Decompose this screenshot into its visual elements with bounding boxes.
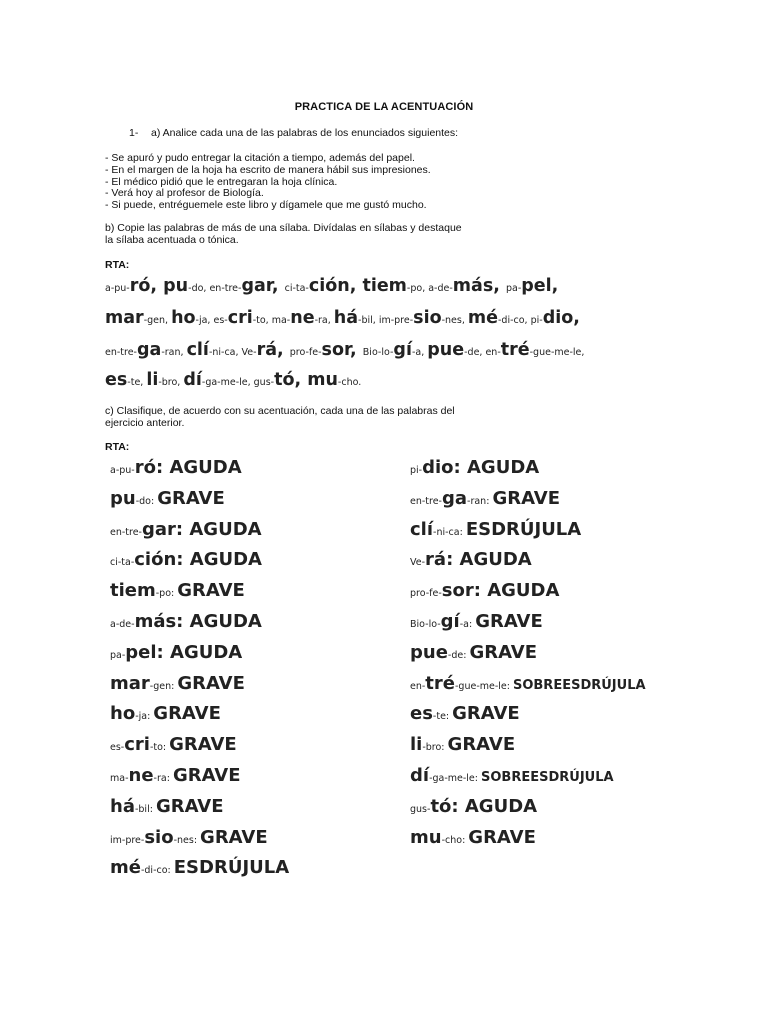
- classification-label: GRAVE: [475, 611, 543, 632]
- stressed-syllable: pue: [410, 641, 448, 663]
- classification-label: GRAVE: [177, 672, 245, 694]
- stressed-syllable: ga: [137, 340, 162, 360]
- sentence-line: - Se apuró y pudo entregar la citación a tiempo, además del papel.: [105, 152, 415, 164]
- classification-label: SOBREESDRÚJULA: [481, 770, 614, 785]
- stressed-syllable: gí: [393, 340, 412, 360]
- part-b-instruction: la sílaba acentuada o tónica.: [105, 234, 239, 246]
- stressed-syllable: ró,: [129, 276, 164, 296]
- stressed-syllable: es: [410, 703, 433, 725]
- unstressed-syllables: Ve-: [410, 557, 426, 569]
- classification-entry: [410, 765, 614, 786]
- unstressed-syllables: -a,: [411, 347, 428, 358]
- unstressed-syllables: en-: [410, 680, 426, 692]
- unstressed-syllables: gus-: [410, 803, 431, 815]
- unstressed-syllables: -di-co:: [140, 865, 174, 877]
- stressed-syllable: clí: [410, 518, 434, 540]
- syllable-line: [105, 308, 580, 328]
- stressed-syllable: sor,: [321, 340, 363, 360]
- stressed-syllable: gí: [440, 611, 460, 632]
- unstressed-syllables: -ga-me-le:: [429, 773, 482, 784]
- unstressed-syllables: -ni-ca:: [433, 526, 466, 538]
- classification-entry: [110, 734, 237, 755]
- classification-entry: [410, 611, 543, 632]
- classification-label: GRAVE: [452, 703, 520, 725]
- question-text: a) Analice cada una de las palabras de los enunciados siguientes:: [151, 127, 459, 139]
- unstressed-syllables: -ra,: [314, 315, 334, 326]
- stressed-syllable: pue: [427, 340, 465, 360]
- sentence-line: - El médico pidió que le entregaran la hoja clínica.: [105, 176, 338, 188]
- unstressed-syllables: -do:: [135, 495, 158, 507]
- classification-label: AGUDA: [189, 518, 262, 540]
- classification-label: AGUDA: [170, 641, 243, 663]
- unstressed-syllables: -ran,: [161, 347, 187, 358]
- unstressed-syllables: a-pu-: [105, 283, 130, 294]
- stressed-syllable: há: [333, 308, 359, 328]
- classification-label: AGUDA: [467, 457, 540, 478]
- unstressed-syllables: en-tre-: [110, 526, 142, 538]
- classification-label: GRAVE: [155, 795, 224, 817]
- classification-entry: [410, 457, 539, 478]
- stressed-syllable: dí: [410, 765, 430, 786]
- stressed-syllable: tré: [425, 672, 455, 694]
- unstressed-syllables: es-: [110, 742, 125, 754]
- classification-entry: [410, 703, 520, 724]
- classification-entry: [410, 734, 515, 755]
- document-title: PRACTICA DE LA ACENTUACIÓN: [294, 101, 474, 113]
- classification-entry: [110, 857, 289, 878]
- classification-entry: [110, 488, 225, 509]
- classification-label: ESDRÚJULA: [173, 857, 290, 879]
- stressed-syllable: rá:: [425, 549, 460, 571]
- unstressed-syllables: -di-co, pi-: [498, 315, 543, 326]
- stressed-syllable: pu: [110, 487, 136, 509]
- stressed-syllable: cri: [124, 734, 150, 756]
- stressed-syllable: es: [105, 370, 128, 390]
- unstressed-syllables: -cho:: [441, 834, 469, 846]
- classification-label: GRAVE: [153, 703, 221, 725]
- unstressed-syllables: -ja, es-: [195, 315, 228, 326]
- unstressed-syllables: -nes,: [441, 315, 468, 326]
- unstressed-syllables: -nes:: [173, 834, 201, 846]
- classification-entry: [410, 673, 646, 694]
- stressed-syllable: rá,: [256, 340, 290, 360]
- unstressed-syllables: -gue-me-le,: [529, 347, 585, 358]
- syllable-line: [105, 340, 584, 360]
- unstressed-syllables: -gue-me-le:: [455, 680, 513, 692]
- question-number: 1-: [129, 127, 139, 139]
- classification-entry: [110, 457, 242, 478]
- classification-entry: [410, 827, 536, 848]
- sentence-line: - En el margen de la hoja ha escrito de manera hábil sus impresiones.: [105, 164, 431, 176]
- unstressed-syllables: -gen,: [143, 315, 172, 326]
- stressed-syllable: mu: [410, 826, 442, 848]
- unstressed-syllables: -to, ma-: [252, 315, 291, 326]
- unstressed-syllables: -ga-me-le, gus-: [201, 377, 275, 388]
- stressed-syllable: mar: [105, 308, 144, 328]
- unstressed-syllables: -de:: [447, 649, 470, 661]
- unstressed-syllables: ci-ta-: [110, 557, 135, 569]
- classification-label: GRAVE: [200, 826, 268, 848]
- unstressed-syllables: ma-: [110, 773, 129, 784]
- stressed-syllable: ne: [290, 308, 315, 328]
- classification-label: AGUDA: [459, 549, 532, 571]
- unstressed-syllables: a-de-: [110, 619, 135, 630]
- classification-entry: [110, 519, 262, 540]
- classification-label: GRAVE: [169, 734, 237, 756]
- classification-entry: [110, 703, 221, 724]
- stressed-syllable: sio: [144, 826, 174, 848]
- classification-label: GRAVE: [468, 826, 536, 848]
- stressed-syllable: mé: [110, 857, 141, 879]
- classification-label: ESDRÚJULA: [465, 518, 582, 540]
- stressed-syllable: pu: [163, 276, 189, 296]
- stressed-syllable: mu: [307, 370, 338, 390]
- classification-label: GRAVE: [469, 641, 538, 663]
- classification-entry: [110, 580, 245, 601]
- sentence-line: - Verá hoy al profesor de Biología.: [105, 187, 264, 199]
- stressed-syllable: tiem: [362, 276, 407, 296]
- part-c-instruction: c) Clasifique, de acuerdo con su acentuación, cada una de las palabras del: [105, 405, 455, 417]
- stressed-syllable: mar: [110, 672, 150, 694]
- unstressed-syllables: -ni-ca, Ve-: [208, 347, 257, 358]
- stressed-syllable: li: [410, 734, 423, 756]
- unstressed-syllables: im-pre-: [110, 834, 145, 846]
- classification-label: AGUDA: [487, 580, 560, 602]
- answer-label: RTA:: [105, 259, 130, 271]
- stressed-syllable: cri: [227, 308, 253, 328]
- stressed-syllable: tiem: [110, 580, 156, 602]
- classification-label: AGUDA: [169, 457, 242, 478]
- unstressed-syllables: -do, en-tre-: [188, 283, 242, 294]
- classification-entry: [410, 642, 537, 663]
- syllable-line: [105, 276, 558, 296]
- classification-entry: [410, 549, 532, 570]
- stressed-syllable: há: [110, 795, 135, 817]
- stressed-syllable: ga: [442, 487, 468, 509]
- unstressed-syllables: -te,: [127, 377, 147, 388]
- classification-entry: [110, 549, 262, 570]
- unstressed-syllables: -bil, im-pre-: [358, 315, 414, 326]
- stressed-syllable: más,: [452, 276, 506, 296]
- classification-label: GRAVE: [447, 734, 516, 756]
- answer-label: RTA:: [105, 441, 130, 453]
- classification-entry: [110, 673, 245, 694]
- stressed-syllable: gar:: [142, 518, 190, 540]
- classification-entry: [110, 827, 268, 848]
- classification-entry: [410, 796, 537, 817]
- stressed-syllable: li: [146, 370, 159, 390]
- unstressed-syllables: -te:: [432, 711, 453, 723]
- unstressed-syllables: -bro,: [158, 377, 184, 388]
- stressed-syllable: pel,: [521, 276, 559, 296]
- unstressed-syllables: -po, a-de-: [406, 283, 453, 294]
- stressed-syllable: tó:: [430, 795, 465, 817]
- syllable-line: [105, 370, 361, 390]
- stressed-syllable: tó,: [274, 370, 308, 390]
- classification-label: GRAVE: [177, 580, 245, 602]
- part-b-instruction: b) Copie las palabras de más de una sílaba. Divídalas en sílabas y destaque: [105, 222, 462, 234]
- stressed-syllable: tré: [500, 340, 530, 360]
- unstressed-syllables: pro-fe-: [410, 588, 442, 600]
- classification-label: AGUDA: [464, 795, 538, 817]
- stressed-syllable: ción:: [134, 549, 190, 571]
- unstressed-syllables: -bil:: [134, 803, 156, 815]
- unstressed-syllables: Bio-lo-: [410, 619, 441, 630]
- stressed-syllable: gar,: [241, 276, 285, 296]
- unstressed-syllables: -to:: [149, 742, 170, 754]
- unstressed-syllables: pa-: [110, 649, 126, 661]
- stressed-syllable: ción,: [308, 276, 363, 296]
- unstressed-syllables: -ra:: [153, 773, 173, 784]
- stressed-syllable: dio:: [422, 457, 467, 478]
- classification-label: GRAVE: [172, 765, 241, 786]
- classification-entry: [410, 580, 559, 601]
- classification-entry: [110, 796, 224, 817]
- stressed-syllable: ne: [128, 765, 154, 786]
- unstressed-syllables: en-tre-: [105, 347, 137, 358]
- stressed-syllable: pel:: [125, 641, 171, 663]
- stressed-syllable: clí: [186, 340, 209, 360]
- unstressed-syllables: Bio-lo-: [362, 347, 394, 358]
- classification-entry: [410, 519, 581, 540]
- stressed-syllable: ró:: [134, 457, 170, 478]
- classification-label: GRAVE: [492, 487, 561, 509]
- unstressed-syllables: -a:: [459, 619, 476, 630]
- stressed-syllable: sio: [413, 308, 442, 328]
- unstressed-syllables: -de, en-: [464, 347, 501, 358]
- unstressed-syllables: en-tre-: [410, 495, 442, 507]
- classification-label: SOBREESDRÚJULA: [512, 677, 646, 693]
- classification-entry: [110, 642, 242, 663]
- unstressed-syllables: -cho.: [337, 377, 362, 388]
- unstressed-syllables: pi-: [410, 465, 423, 476]
- stressed-syllable: dio,: [542, 308, 580, 328]
- stressed-syllable: ho: [171, 308, 196, 328]
- classification-label: AGUDA: [189, 611, 262, 632]
- unstressed-syllables: ci-ta-: [284, 283, 309, 294]
- unstressed-syllables: a-pu-: [110, 465, 135, 476]
- classification-entry: [110, 765, 241, 786]
- unstressed-syllables: -po:: [155, 588, 178, 600]
- unstressed-syllables: -ja:: [135, 711, 154, 723]
- stressed-syllable: ho: [110, 703, 136, 725]
- sentence-line: - Si puede, entréguemele este libro y dígamele que me gustó mucho.: [105, 199, 427, 211]
- unstressed-syllables: pro-fe-: [289, 347, 322, 358]
- classification-label: AGUDA: [189, 549, 262, 571]
- part-c-instruction: ejercicio anterior.: [105, 417, 185, 429]
- classification-entry: [410, 488, 560, 509]
- stressed-syllable: sor:: [441, 580, 488, 602]
- classification-label: GRAVE: [157, 487, 225, 509]
- unstressed-syllables: -gen:: [149, 680, 178, 692]
- unstressed-syllables: -bro:: [422, 742, 448, 754]
- unstressed-syllables: pa-: [506, 283, 522, 294]
- stressed-syllable: más:: [134, 611, 190, 632]
- stressed-syllable: mé: [467, 308, 498, 328]
- classification-entry: [110, 611, 262, 632]
- unstressed-syllables: -ran:: [467, 495, 493, 507]
- stressed-syllable: dí: [183, 370, 202, 390]
